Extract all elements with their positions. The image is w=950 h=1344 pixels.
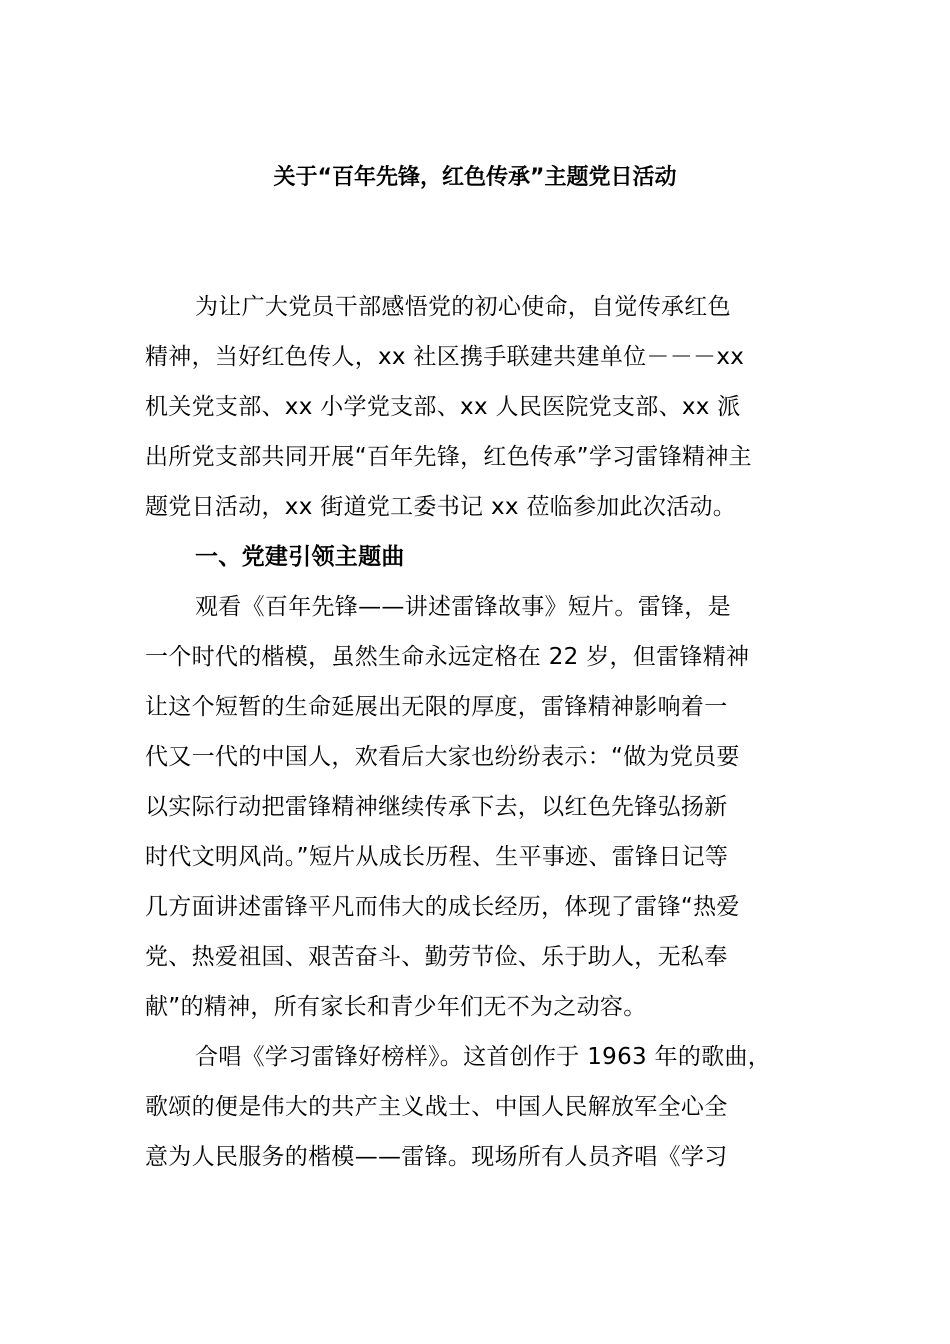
body-line: 时代文明风尚。”短片从成长历程、生平事迹、雷锋日记等: [145, 844, 729, 870]
body-line: 党、热爱祖国、艰苦奋斗、勤劳节俭、乐于助人，无私奉: [145, 944, 728, 970]
body-line: 几方面讲述雷锋平凡而伟大的成长经历，体现了雷锋“热爱: [145, 894, 740, 920]
body-line: 精神，当好红色传人，xx 社区携手联建共建单位－－－xx: [145, 344, 745, 370]
section-heading: 一、党建引领主题曲: [195, 544, 405, 570]
document-title: 关于“百年先锋，红色传承”主题党日活动: [273, 165, 677, 190]
document-body: [145, 282, 805, 1182]
body-line: 让这个短暂的生命延展出无限的厚度，雷锋精神影响着一: [145, 694, 728, 720]
body-line: 歌颂的便是伟大的共产主义战士、中国人民解放军全心全: [145, 1094, 728, 1120]
body-line: 意为人民服务的楷模——雷锋。现场所有人员齐唱《学习: [145, 1144, 728, 1170]
body-line: 为让广大党员干部感悟党的初心使命，自觉传承红色: [195, 294, 731, 320]
body-line: 代又一代的中国人，欢看后大家也纷纷表示：“做为党员要: [145, 744, 740, 770]
body-line: 机关党支部、xx 小学党支部、xx 人民医院党支部、xx 派: [145, 394, 741, 420]
body-line: 出所党支部共同开展“百年先锋，红色传承”学习雷锋精神主: [145, 444, 752, 470]
body-line: 题党日活动，xx 街道党工委书记 xx 莅临参加此次活动。: [145, 494, 737, 520]
body-line: 合唱《学习雷锋好榜样》。这首创作于 1963 年的歌曲，: [195, 1044, 772, 1070]
body-line: 一个时代的楷模，虽然生命永远定格在 22 岁，但雷锋精神: [145, 644, 750, 670]
body-line: 献”的精神，所有家长和青少年们无不为之动容。: [145, 994, 647, 1020]
body-line: 以实际行动把雷锋精神继续传承下去，以红色先锋弘扬新: [145, 794, 728, 820]
body-line: 观看《百年先锋——讲述雷锋故事》短片。雷锋，是: [195, 594, 731, 620]
